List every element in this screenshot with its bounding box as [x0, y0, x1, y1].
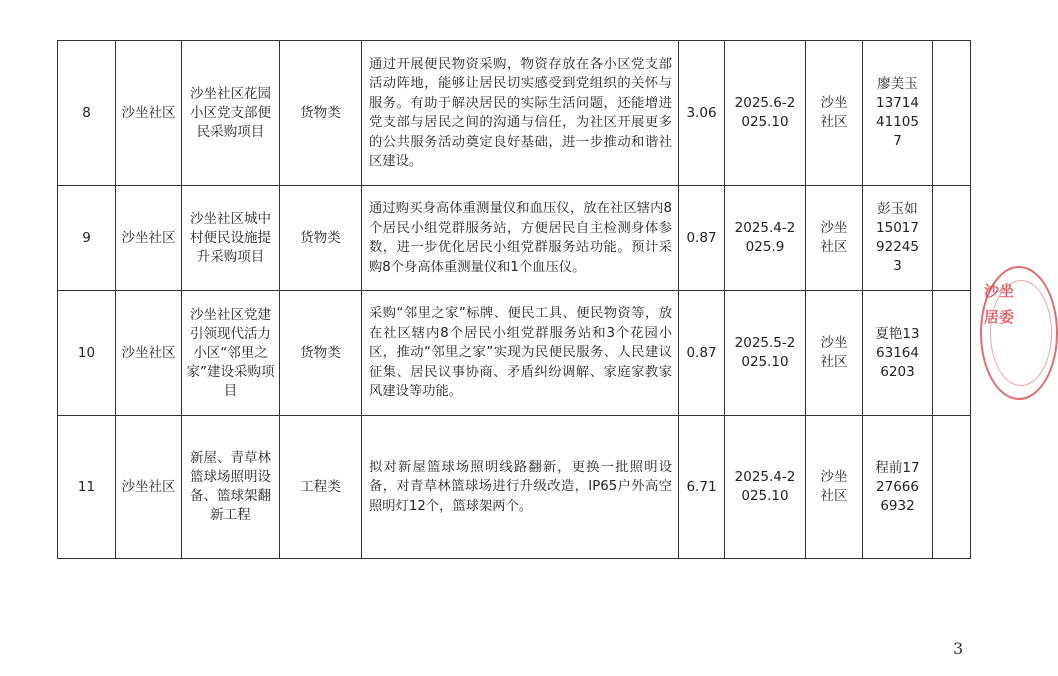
contact-cell: 夏艳13631646203 — [863, 291, 933, 416]
row-number: 11 — [58, 416, 116, 559]
description-cell: 通过购买身高体重测量仪和血压仪，放在社区辖内8个居民小组党群服务站，方便居民自主检测身体参数，进一步优化居民小组党群服务站功能。预计采购8个身高体重测量仪和1个血压仪。 — [362, 186, 679, 291]
official-seal-text: 沙坐居委 — [984, 282, 1015, 326]
amount-cell: 3.06 — [679, 41, 725, 186]
period-cell: 2025.4-2025.9 — [725, 186, 806, 291]
category-cell: 工程类 — [280, 416, 362, 559]
project-name-cell: 沙坐社区党建引领现代活力小区“邻里之家”建设采购项目 — [182, 291, 280, 416]
table-row — [58, 41, 971, 186]
amount-cell: 0.87 — [679, 291, 725, 416]
project-name-cell: 沙坐社区城中村便民设施提升采购项目 — [182, 186, 280, 291]
table-row — [58, 186, 971, 291]
contact-cell: 程前17276666932 — [863, 416, 933, 559]
table-row — [58, 291, 971, 416]
contact-cell: 彭玉如15017922453 — [863, 186, 933, 291]
project-name-cell: 沙坐社区花园小区党支部便民采购项目 — [182, 41, 280, 186]
period-cell: 2025.4-2025.10 — [725, 416, 806, 559]
category-cell: 货物类 — [280, 41, 362, 186]
project-name-cell: 新屋、青草林篮球场照明设备、篮球架翻新工程 — [182, 416, 280, 559]
row-number: 10 — [58, 291, 116, 416]
amount-cell: 0.87 — [679, 186, 725, 291]
community-cell: 沙坐社区 — [116, 41, 182, 186]
amount-cell: 6.71 — [679, 416, 725, 559]
area-cell: 沙坐社区 — [806, 291, 863, 416]
table-row — [58, 416, 971, 559]
area-cell: 沙坐社区 — [806, 186, 863, 291]
remarks-cell — [933, 41, 971, 186]
remarks-cell — [933, 186, 971, 291]
page-number: 3 — [953, 639, 964, 658]
period-cell: 2025.5-2025.10 — [725, 291, 806, 416]
row-number: 8 — [58, 41, 116, 186]
community-cell: 沙坐社区 — [116, 291, 182, 416]
contact-cell: 廖美玉13714411057 — [863, 41, 933, 186]
remarks-cell — [933, 291, 971, 416]
area-cell: 沙坐社区 — [806, 41, 863, 186]
category-cell: 货物类 — [280, 291, 362, 416]
remarks-cell — [933, 416, 971, 559]
description-cell: 采购“邻里之家”标牌、便民工具、便民物资等，放在社区辖内8个居民小组党群服务站和3个花园小区，推动“邻里之家”实现为民便民服务、人民建议征集、居民议事协商、矛盾纠纷调解、家庭家教家风建设等功能。 — [362, 291, 679, 416]
row-number: 9 — [58, 186, 116, 291]
category-cell: 货物类 — [280, 186, 362, 291]
area-cell: 沙坐社区 — [806, 416, 863, 559]
community-cell: 沙坐社区 — [116, 416, 182, 559]
description-cell: 拟对新屋篮球场照明线路翻新，更换一批照明设备，对青草林篮球场进行升级改造，IP65户外高空照明灯12个，篮球架两个。 — [362, 416, 679, 559]
description-cell: 通过开展便民物资采购，物资存放在各小区党支部活动阵地，能够让居民切实感受到党组织的关怀与服务。有助于解决居民的实际生活问题，还能增进党支部与居民之间的沟通与信任，为社区开展更多的公共服务活动奠定良好基础，进一步推动和谐社区建设。 — [362, 41, 679, 186]
period-cell: 2025.6-2025.10 — [725, 41, 806, 186]
community-cell: 沙坐社区 — [116, 186, 182, 291]
project-table — [57, 40, 971, 559]
